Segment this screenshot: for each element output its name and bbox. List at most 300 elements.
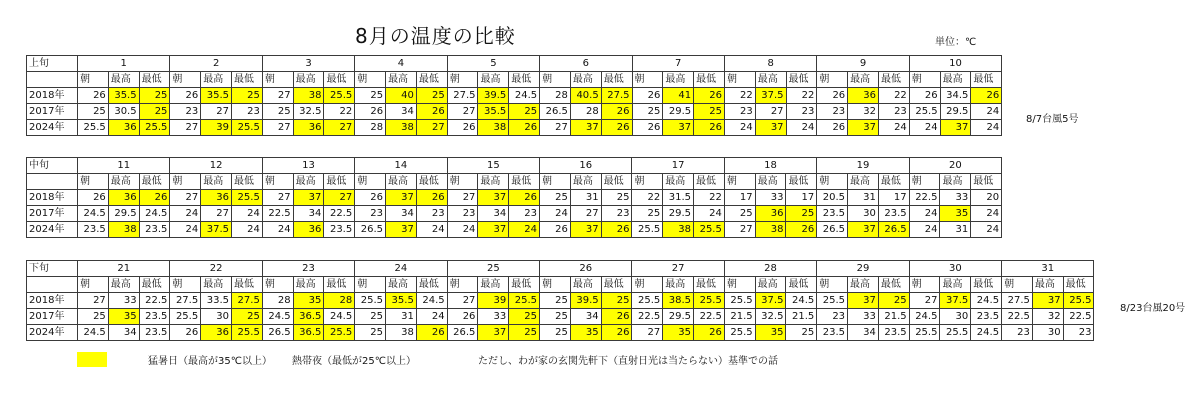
temperature-cell: 22.5 bbox=[632, 309, 663, 325]
temperature-cell: 26 bbox=[78, 88, 109, 104]
temperature-cell: 27.5 bbox=[601, 88, 632, 104]
temperature-cell: 26 bbox=[909, 88, 940, 104]
temperature-cell: 34 bbox=[293, 206, 324, 222]
temperature-cell: 31 bbox=[848, 190, 879, 206]
temperature-cell: 27 bbox=[416, 120, 447, 136]
table-subheader-row bbox=[27, 72, 1002, 88]
column-label: 最低 bbox=[232, 277, 263, 293]
temperature-cell: 25 bbox=[509, 104, 540, 120]
temperature-cell: 32.5 bbox=[293, 104, 324, 120]
table-header-row bbox=[27, 56, 1002, 72]
year-label: 2017年 bbox=[27, 104, 78, 120]
temperature-cell: 26.5 bbox=[262, 325, 293, 341]
column-label: 最高 bbox=[201, 277, 232, 293]
temperature-cell: 37 bbox=[478, 325, 509, 341]
temperature-cell: 28 bbox=[540, 88, 571, 104]
temperature-cell: 39 bbox=[478, 293, 509, 309]
column-label: 最低 bbox=[694, 174, 725, 190]
day-number: 8 bbox=[724, 56, 816, 72]
temperature-cell: 27 bbox=[570, 206, 601, 222]
temperature-cell: 27 bbox=[724, 222, 755, 238]
temperature-cell: 26 bbox=[540, 222, 571, 238]
temperature-cell: 40.5 bbox=[570, 88, 601, 104]
temperature-cell: 22.5 bbox=[909, 190, 940, 206]
temperature-cell: 27 bbox=[447, 293, 478, 309]
temperature-cell: 32.5 bbox=[755, 309, 786, 325]
temperature-cell: 27.5 bbox=[170, 293, 201, 309]
temperature-cell: 27 bbox=[262, 120, 293, 136]
day-number: 20 bbox=[909, 158, 1001, 174]
column-label: 朝 bbox=[540, 72, 571, 88]
temperature-cell: 27.5 bbox=[232, 293, 263, 309]
temperature-cell: 37.5 bbox=[940, 293, 971, 309]
temperature-cell: 24.5 bbox=[416, 293, 447, 309]
temperature-cell: 22 bbox=[724, 88, 755, 104]
table-late-august bbox=[26, 260, 1094, 341]
temperature-cell: 24 bbox=[971, 222, 1002, 238]
day-number: 30 bbox=[909, 261, 1001, 277]
temperature-cell: 24.5 bbox=[324, 309, 355, 325]
temperature-cell: 17 bbox=[878, 190, 909, 206]
column-label: 朝 bbox=[262, 277, 293, 293]
year-label: 2018年 bbox=[27, 88, 78, 104]
day-number: 3 bbox=[262, 56, 354, 72]
table-row bbox=[27, 309, 1094, 325]
column-label: 最高 bbox=[1032, 277, 1063, 293]
section-name: 中旬 bbox=[27, 158, 78, 174]
temperature-cell: 20 bbox=[971, 190, 1002, 206]
temperature-cell: 38 bbox=[478, 120, 509, 136]
day-number: 12 bbox=[170, 158, 262, 174]
temperature-cell: 38.5 bbox=[663, 293, 694, 309]
column-label: 最低 bbox=[971, 277, 1002, 293]
temperature-cell: 22.5 bbox=[139, 293, 170, 309]
temperature-cell: 28 bbox=[570, 104, 601, 120]
temperature-cell: 26 bbox=[416, 190, 447, 206]
year-label: 2024年 bbox=[27, 325, 78, 341]
temperature-cell: 35 bbox=[755, 325, 786, 341]
temperature-cell: 24 bbox=[509, 222, 540, 238]
column-label: 最低 bbox=[509, 174, 540, 190]
column-label: 最高 bbox=[663, 174, 694, 190]
temperature-cell: 22 bbox=[878, 88, 909, 104]
temperature-cell: 37 bbox=[755, 120, 786, 136]
column-label: 最高 bbox=[108, 277, 139, 293]
temperature-cell: 25.5 bbox=[909, 104, 940, 120]
column-label: 朝 bbox=[909, 174, 940, 190]
temperature-cell: 22 bbox=[694, 190, 725, 206]
day-number: 31 bbox=[1002, 261, 1094, 277]
table-header-row bbox=[27, 158, 1002, 174]
day-number: 19 bbox=[817, 158, 909, 174]
temperature-cell: 38 bbox=[108, 222, 139, 238]
temperature-cell: 17 bbox=[724, 190, 755, 206]
column-label: 最高 bbox=[108, 174, 139, 190]
temperature-cell: 35 bbox=[293, 293, 324, 309]
day-number: 29 bbox=[817, 261, 909, 277]
temperature-cell: 24 bbox=[786, 120, 817, 136]
column-label: 最低 bbox=[232, 72, 263, 88]
temperature-cell: 37.5 bbox=[201, 222, 232, 238]
temperature-cell: 27 bbox=[262, 88, 293, 104]
column-label: 朝 bbox=[1002, 277, 1033, 293]
temperature-cell: 30 bbox=[201, 309, 232, 325]
temperature-cell: 24 bbox=[878, 120, 909, 136]
day-number: 14 bbox=[355, 158, 447, 174]
table-row bbox=[27, 190, 1002, 206]
temperature-cell: 26 bbox=[509, 120, 540, 136]
temperature-cell: 26 bbox=[601, 120, 632, 136]
temperature-cell: 25 bbox=[540, 190, 571, 206]
year-label: 2018年 bbox=[27, 190, 78, 206]
column-label: 朝 bbox=[540, 174, 571, 190]
day-number: 1 bbox=[78, 56, 170, 72]
temperature-cell: 35.5 bbox=[201, 88, 232, 104]
temperature-cell: 24.5 bbox=[509, 88, 540, 104]
temperature-cell: 25.5 bbox=[78, 120, 109, 136]
day-number: 18 bbox=[724, 158, 816, 174]
temperature-cell: 32 bbox=[1032, 309, 1063, 325]
temperature-cell: 26.5 bbox=[447, 325, 478, 341]
column-label: 最低 bbox=[509, 72, 540, 88]
temperature-cell: 26.5 bbox=[355, 222, 386, 238]
column-label: 最高 bbox=[848, 174, 879, 190]
temperature-cell: 23 bbox=[786, 104, 817, 120]
temperature-cell: 37.5 bbox=[755, 88, 786, 104]
temperature-cell: 26.5 bbox=[540, 104, 571, 120]
column-label: 朝 bbox=[909, 277, 940, 293]
temperature-cell: 26 bbox=[447, 120, 478, 136]
temperature-cell: 24 bbox=[724, 120, 755, 136]
temperature-cell: 22 bbox=[786, 88, 817, 104]
column-label: 朝 bbox=[355, 72, 386, 88]
day-number: 22 bbox=[170, 261, 262, 277]
column-label: 朝 bbox=[632, 72, 663, 88]
column-label: 最低 bbox=[786, 174, 817, 190]
temperature-cell: 37 bbox=[570, 222, 601, 238]
column-label: 朝 bbox=[540, 277, 571, 293]
day-number: 25 bbox=[447, 261, 539, 277]
temperature-cell: 22.5 bbox=[324, 206, 355, 222]
temperature-cell: 35 bbox=[108, 309, 139, 325]
column-label: 朝 bbox=[632, 174, 663, 190]
temperature-cell: 36.5 bbox=[293, 325, 324, 341]
temperature-cell: 34 bbox=[570, 309, 601, 325]
table-row bbox=[27, 104, 1002, 120]
column-label: 最低 bbox=[786, 277, 817, 293]
temperature-cell: 35.5 bbox=[386, 293, 417, 309]
temperature-cell: 24 bbox=[971, 104, 1002, 120]
temperature-cell: 24.5 bbox=[78, 325, 109, 341]
column-label: 最高 bbox=[108, 72, 139, 88]
column-label: 朝 bbox=[724, 174, 755, 190]
table-row bbox=[27, 88, 1002, 104]
column-label: 最低 bbox=[971, 174, 1002, 190]
temperature-cell: 25 bbox=[724, 206, 755, 222]
temperature-cell: 31 bbox=[386, 309, 417, 325]
temperature-cell: 23 bbox=[601, 206, 632, 222]
temperature-cell: 35.5 bbox=[108, 88, 139, 104]
year-label: 2017年 bbox=[27, 206, 78, 222]
temperature-cell: 27 bbox=[755, 104, 786, 120]
unit-label: 単位：℃ bbox=[935, 37, 977, 48]
legend-tropical-night: 熱帯夜（最低が25℃以上） bbox=[292, 356, 416, 367]
temperature-cell: 24 bbox=[170, 206, 201, 222]
column-label: 最高 bbox=[293, 277, 324, 293]
temperature-cell: 26 bbox=[632, 88, 663, 104]
temperature-cell: 36 bbox=[848, 88, 879, 104]
temperature-cell: 23 bbox=[1063, 325, 1094, 341]
temperature-cell: 37 bbox=[848, 293, 879, 309]
year-label: 2018年 bbox=[27, 293, 78, 309]
temperature-cell: 24 bbox=[447, 222, 478, 238]
temperature-cell: 25 bbox=[262, 104, 293, 120]
column-label: 最高 bbox=[293, 72, 324, 88]
temperature-cell: 27 bbox=[447, 190, 478, 206]
column-label: 朝 bbox=[447, 174, 478, 190]
temperature-cell: 27 bbox=[909, 293, 940, 309]
column-label: 最高 bbox=[663, 277, 694, 293]
temperature-cell: 27 bbox=[201, 104, 232, 120]
column-label: 最低 bbox=[416, 72, 447, 88]
column-label: 最低 bbox=[601, 174, 632, 190]
table-header-row bbox=[27, 261, 1094, 277]
column-label: 朝 bbox=[78, 72, 109, 88]
temperature-cell: 39 bbox=[201, 120, 232, 136]
temperature-cell: 36.5 bbox=[293, 309, 324, 325]
column-label: 最高 bbox=[478, 277, 509, 293]
temperature-cell: 23 bbox=[1002, 325, 1033, 341]
temperature-cell: 25.5 bbox=[324, 88, 355, 104]
temperature-cell: 33 bbox=[478, 309, 509, 325]
temperature-cell: 27 bbox=[324, 190, 355, 206]
temperature-cell: 24 bbox=[971, 206, 1002, 222]
column-label: 朝 bbox=[817, 277, 848, 293]
temperature-cell: 24.5 bbox=[971, 293, 1002, 309]
temperature-cell: 22.5 bbox=[1002, 309, 1033, 325]
column-label: 朝 bbox=[78, 174, 109, 190]
column-label: 最低 bbox=[416, 174, 447, 190]
temperature-cell: 23.5 bbox=[139, 309, 170, 325]
day-number: 23 bbox=[262, 261, 354, 277]
column-label: 最高 bbox=[293, 174, 324, 190]
temperature-cell: 37 bbox=[663, 120, 694, 136]
temperature-cell: 24 bbox=[416, 222, 447, 238]
temperature-cell: 25.5 bbox=[509, 293, 540, 309]
temperature-cell: 26 bbox=[139, 190, 170, 206]
temperature-cell: 37 bbox=[478, 190, 509, 206]
day-number: 7 bbox=[632, 56, 724, 72]
temperature-cell: 26 bbox=[509, 190, 540, 206]
column-label: 朝 bbox=[262, 72, 293, 88]
temperature-cell: 23 bbox=[232, 104, 263, 120]
column-label: 最高 bbox=[478, 174, 509, 190]
column-label: 最低 bbox=[878, 72, 909, 88]
temperature-cell: 26 bbox=[447, 309, 478, 325]
temperature-cell: 22 bbox=[324, 104, 355, 120]
column-label: 朝 bbox=[724, 72, 755, 88]
temperature-cell: 36 bbox=[108, 120, 139, 136]
temperature-cell: 25 bbox=[601, 190, 632, 206]
column-label: 朝 bbox=[170, 72, 201, 88]
column-label: 朝 bbox=[262, 174, 293, 190]
temperature-cell: 25 bbox=[632, 206, 663, 222]
temperature-cell: 26 bbox=[355, 190, 386, 206]
temperature-cell: 24 bbox=[262, 222, 293, 238]
year-label: 2017年 bbox=[27, 309, 78, 325]
section-name: 下旬 bbox=[27, 261, 78, 277]
temperature-cell: 29.5 bbox=[663, 104, 694, 120]
day-number: 15 bbox=[447, 158, 539, 174]
temperature-cell: 38 bbox=[755, 222, 786, 238]
temperature-cell: 26 bbox=[601, 309, 632, 325]
temperature-cell: 30.5 bbox=[108, 104, 139, 120]
temperature-cell: 37 bbox=[1032, 293, 1063, 309]
temperature-cell: 25.5 bbox=[632, 293, 663, 309]
temperature-cell: 25 bbox=[601, 293, 632, 309]
temperature-cell: 32 bbox=[848, 104, 879, 120]
day-number: 6 bbox=[540, 56, 632, 72]
year-label: 2024年 bbox=[27, 120, 78, 136]
day-number: 16 bbox=[540, 158, 632, 174]
column-label: 最低 bbox=[694, 72, 725, 88]
temperature-cell: 36 bbox=[201, 190, 232, 206]
temperature-cell: 25 bbox=[78, 104, 109, 120]
column-label: 最高 bbox=[940, 277, 971, 293]
temperature-cell: 28 bbox=[324, 293, 355, 309]
temperature-cell: 40 bbox=[386, 88, 417, 104]
column-label: 最高 bbox=[201, 174, 232, 190]
temperature-cell: 35 bbox=[570, 325, 601, 341]
day-number: 21 bbox=[78, 261, 170, 277]
temperature-cell: 25.5 bbox=[909, 325, 940, 341]
temperature-cell: 35 bbox=[663, 325, 694, 341]
day-number: 13 bbox=[262, 158, 354, 174]
temperature-cell: 23 bbox=[170, 104, 201, 120]
typhoon-note-early: 8/7台風5号 bbox=[1026, 114, 1079, 125]
temperature-cell: 30 bbox=[940, 309, 971, 325]
temperature-cell: 39.5 bbox=[478, 88, 509, 104]
column-label: 朝 bbox=[447, 277, 478, 293]
column-label: 最低 bbox=[786, 72, 817, 88]
temperature-cell: 30 bbox=[1032, 325, 1063, 341]
temperature-cell: 25 bbox=[540, 325, 571, 341]
temperature-cell: 23 bbox=[447, 206, 478, 222]
temperature-cell: 35 bbox=[940, 206, 971, 222]
temperature-cell: 25 bbox=[416, 88, 447, 104]
column-label: 朝 bbox=[170, 277, 201, 293]
temperature-cell: 27 bbox=[170, 120, 201, 136]
temperature-cell: 22 bbox=[632, 190, 663, 206]
temperature-cell: 25.5 bbox=[170, 309, 201, 325]
temperature-cell: 27.5 bbox=[1002, 293, 1033, 309]
day-number: 4 bbox=[355, 56, 447, 72]
page-title: 8月の温度の比較 bbox=[355, 24, 516, 48]
day-number: 5 bbox=[447, 56, 539, 72]
temperature-cell: 29.5 bbox=[663, 309, 694, 325]
temperature-cell: 24 bbox=[909, 222, 940, 238]
temperature-cell: 27 bbox=[540, 120, 571, 136]
temperature-cell: 37 bbox=[478, 222, 509, 238]
day-number: 17 bbox=[632, 158, 724, 174]
temperature-cell: 26 bbox=[78, 190, 109, 206]
temperature-cell: 25 bbox=[509, 309, 540, 325]
temperature-cell: 23.5 bbox=[139, 222, 170, 238]
column-label: 朝 bbox=[78, 277, 109, 293]
temperature-cell: 37 bbox=[848, 222, 879, 238]
temperature-cell: 23 bbox=[416, 206, 447, 222]
temperature-cell: 25 bbox=[78, 309, 109, 325]
temperature-cell: 25.5 bbox=[940, 325, 971, 341]
temperature-cell: 23.5 bbox=[817, 206, 848, 222]
temperature-cell: 41 bbox=[663, 88, 694, 104]
column-label: 最低 bbox=[878, 174, 909, 190]
day-number: 24 bbox=[355, 261, 447, 277]
temperature-cell: 37 bbox=[848, 120, 879, 136]
temperature-cell: 36 bbox=[755, 206, 786, 222]
temperature-cell: 25.5 bbox=[1063, 293, 1094, 309]
column-label: 朝 bbox=[909, 72, 940, 88]
temperature-cell: 25 bbox=[694, 104, 725, 120]
temperature-cell: 25 bbox=[786, 206, 817, 222]
table-row bbox=[27, 325, 1094, 341]
temperature-cell: 23 bbox=[817, 309, 848, 325]
table-subheader-row bbox=[27, 174, 1002, 190]
temperature-cell: 25.5 bbox=[324, 325, 355, 341]
day-number: 11 bbox=[78, 158, 170, 174]
column-label: 最高 bbox=[386, 72, 417, 88]
temperature-cell: 26 bbox=[601, 325, 632, 341]
temperature-cell: 36 bbox=[293, 222, 324, 238]
temperature-cell: 25 bbox=[355, 309, 386, 325]
temperature-cell: 25 bbox=[232, 88, 263, 104]
column-label: 最低 bbox=[232, 174, 263, 190]
column-label: 最低 bbox=[139, 277, 170, 293]
day-number: 9 bbox=[817, 56, 909, 72]
temperature-cell: 24 bbox=[416, 309, 447, 325]
temperature-cell: 23 bbox=[509, 206, 540, 222]
column-label: 最低 bbox=[971, 72, 1002, 88]
day-number: 26 bbox=[540, 261, 632, 277]
column-label: 最低 bbox=[324, 72, 355, 88]
temperature-cell: 24 bbox=[971, 120, 1002, 136]
temperature-cell: 25.5 bbox=[724, 325, 755, 341]
temperature-cell: 23.5 bbox=[817, 325, 848, 341]
temperature-cell: 37.5 bbox=[755, 293, 786, 309]
table-row bbox=[27, 120, 1002, 136]
temperature-cell: 24.5 bbox=[78, 206, 109, 222]
temperature-cell: 23.5 bbox=[78, 222, 109, 238]
column-label: 最低 bbox=[416, 277, 447, 293]
temperature-cell: 24 bbox=[694, 206, 725, 222]
column-label: 朝 bbox=[447, 72, 478, 88]
temperature-cell: 26.5 bbox=[817, 222, 848, 238]
temperature-cell: 26 bbox=[817, 120, 848, 136]
temperature-cell: 24.5 bbox=[262, 309, 293, 325]
temperature-cell: 27 bbox=[78, 293, 109, 309]
temperature-cell: 25 bbox=[139, 88, 170, 104]
temperature-cell: 34 bbox=[108, 325, 139, 341]
temperature-cell: 28 bbox=[262, 293, 293, 309]
temperature-cell: 26 bbox=[416, 104, 447, 120]
temperature-cell: 29.5 bbox=[108, 206, 139, 222]
temperature-cell: 39.5 bbox=[570, 293, 601, 309]
table-early-august bbox=[26, 55, 1002, 136]
temperature-cell: 30 bbox=[848, 206, 879, 222]
temperature-cell: 21.5 bbox=[724, 309, 755, 325]
temperature-cell: 24 bbox=[909, 120, 940, 136]
temperature-cell: 37 bbox=[293, 190, 324, 206]
